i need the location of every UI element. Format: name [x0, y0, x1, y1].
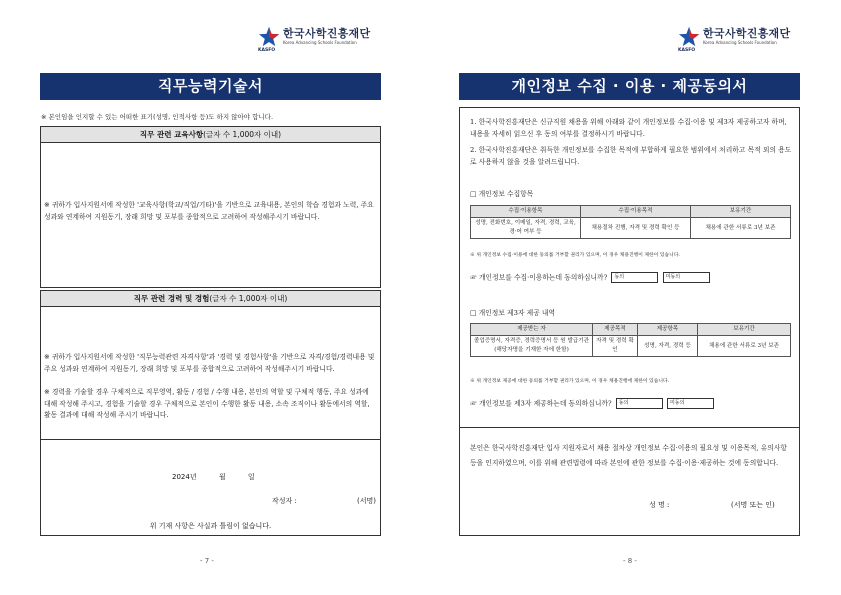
provide-cell-recipient: 졸업증명서, 자격증, 경력증명서 등 원 발급기관 (해당자명을 기재한 자에 한함)	[471, 336, 593, 357]
experience-header-limit: (글자 수 1,000자 이내)	[209, 294, 288, 303]
logo-abbr: KASFO	[678, 48, 696, 53]
date-month: 월	[218, 473, 226, 481]
collect-agree-checkbox[interactable]: 동의	[611, 272, 658, 283]
experience-guide-2: ※ 경력을 기술할 경우 구체적으로 직무영역, 활동 / 경험 / 수행 내용, 본인의 역할 및 구체적 행동, 주요 성과에 대해 작성해 주시고, 경험을 기술할 경우 구체적으로 본인이 수행한 활동 내용, 소속 조직이나 활동에서의 역할, 활동 결과에 대해 작성해 주시기 바랍니다.	[44, 388, 370, 419]
collect-question: ☞ 개인정보를 수집·이용하는데 동의하십니까?	[470, 273, 608, 282]
provide-question: ☞ 개인정보를 제3자 제공하는데 동의하십니까?	[470, 399, 612, 408]
logo-abbr: KASFO	[258, 48, 276, 53]
provide-data-row	[471, 336, 791, 357]
page-number: - 8 -	[623, 557, 637, 565]
collect-table	[470, 205, 791, 239]
page-job-description	[0, 0, 420, 595]
education-header-limit: (글자 수 1,000자 이내)	[203, 130, 282, 139]
collect-disagree-checkbox[interactable]: 미동의	[663, 272, 710, 283]
foundation-logo	[678, 26, 791, 53]
provide-disagree-checkbox[interactable]: 미동의	[667, 398, 714, 409]
experience-section-header	[40, 290, 381, 307]
name-seal: (서명 또는 인)	[731, 501, 775, 509]
star-logo-icon	[678, 26, 700, 48]
provide-cell-purpose: 자격 및 경력 확인	[593, 336, 638, 357]
education-section-header	[40, 126, 381, 143]
collect-question-row	[470, 272, 710, 284]
foundation-logo	[258, 26, 371, 53]
logo-korean-name: 한국사학진흥재단	[283, 27, 371, 40]
page-title: 직무능력기술서	[40, 73, 381, 100]
collect-data-row	[471, 218, 791, 239]
logo-english-name: Korea Advancing Schools Foundation	[283, 40, 357, 45]
intro-1: 1. 한국사학진흥재단은 신규직원 채용을 위해 아래와 같이 개인정보를 수집·이용 및 제3자 제공하고자 하며, 내용을 자세히 읽으신 후 동의 여부를 결정하시기 바랍니다.	[470, 118, 787, 138]
collect-heading: □ 개인정보 수집항목	[470, 190, 534, 198]
date-day: 일	[247, 473, 255, 481]
logo-korean-name: 한국사학진흥재단	[703, 27, 791, 40]
collect-note: ※ 위 개인정보 수집·이용에 대한 동의를 거부할 권리가 있으며, 이 경우 채용진행이 제한이 있습니다.	[470, 253, 680, 258]
name-label: 성 명 :	[649, 501, 670, 509]
provide-col-recipient: 제공받는 자	[471, 324, 593, 336]
date-year: 2024년	[172, 473, 197, 481]
collect-col-items: 수집·이용항목	[471, 206, 581, 218]
provide-col-purpose: 제공목적	[593, 324, 638, 336]
collect-cell-items: 성명, 전화번호, 이메일, 자격, 경력, 교육, 경·어 여부 등	[471, 218, 581, 239]
consent-statement: 본인은 한국사학진흥재단 입사 지원자로서 채용 절차상 개인정보 수집·이용의 필요성 및 이용목적, 유의사항 등을 인지하였으며, 이를 위해 관련법령에 따라 본인에 관한 정보를 수집·이용·제공하는 것에 동의합니다.	[470, 444, 787, 467]
provide-cell-items: 성명, 자격, 경력 등	[638, 336, 698, 357]
provide-heading: □ 개인정보 제3자 제공 내역	[470, 309, 556, 317]
collect-col-purpose: 수집·이용목적	[581, 206, 691, 218]
collect-col-period: 보유기간	[691, 206, 791, 218]
experience-header-title: 직무 관련 경력 및 경험	[133, 294, 210, 303]
collect-cell-purpose: 채용절차 진행, 자격 및 경력 확인 등	[581, 218, 691, 239]
provide-note: ※ 위 개인정보 제공에 대한 동의를 거부할 권리가 있으며, 이 경우 채용진행에 제한이 있습니다.	[470, 379, 670, 384]
experience-guide-1: ※ 귀하가 입사지원서에 작성한 '직무능력관련 자격사항'과 '경력 및 경험사항'을 기반으로 자격/경험/경력내용 및 주요 성과와 연계하여 지원동기, 장래 희망 및 포부를 종합적으로 고려하여 작성해주시기 바랍니다.	[44, 353, 375, 373]
page-privacy-consent	[421, 0, 841, 595]
provide-agree-checkbox[interactable]: 동의	[616, 398, 663, 409]
provide-question-row	[470, 398, 714, 410]
date-line	[172, 472, 255, 482]
provide-col-items: 제공항목	[638, 324, 698, 336]
signer-label: 작성자 :	[272, 497, 297, 505]
signer-seal: (서명)	[357, 497, 376, 505]
collect-cell-period: 채용에 관한 서류로 3년 보존	[691, 218, 791, 239]
provide-cell-period: 채용에 관한 서류로 3년 보존	[698, 336, 791, 357]
confirm-statement: 위 기재 사항은 사실과 틀림이 없습니다.	[149, 522, 272, 530]
page-number: - 7 -	[200, 557, 214, 565]
page-title: 개인정보 수집 · 이용 · 제공동의서	[459, 73, 800, 100]
anonymity-notice: ※ 본인임을 인지할 수 있는 어떠한 표기(성명, 인적사항 등)도 하지 않아야 합니다.	[41, 113, 274, 121]
logo-english-name: Korea Advancing Schools Foundation	[703, 40, 777, 45]
provide-col-period: 보유기간	[698, 324, 791, 336]
intro-2: 2. 한국사학진흥재단은 취득한 개인정보를 수집한 목적에 부합하게 필요한 범위에서 처리하고 목적 외의 용도로 사용하지 않을 것을 알려드립니다.	[470, 146, 792, 166]
provide-table	[470, 323, 791, 357]
education-guide: ※ 귀하가 입사지원서에 작성한 '교육사항(학교/직업/기타)'을 기반으로 교육내용, 본인의 학습 경험과 노력, 주요 성과와 연계하여 지원동기, 장래 희망 및 포부를 종합적으로 고려하여 작성해주시기 바랍니다.	[44, 201, 374, 221]
collect-header-row	[471, 206, 791, 218]
star-logo-icon	[258, 26, 280, 48]
provide-header-row	[471, 324, 791, 336]
education-header-title: 직무 관련 교육사항	[139, 130, 204, 139]
